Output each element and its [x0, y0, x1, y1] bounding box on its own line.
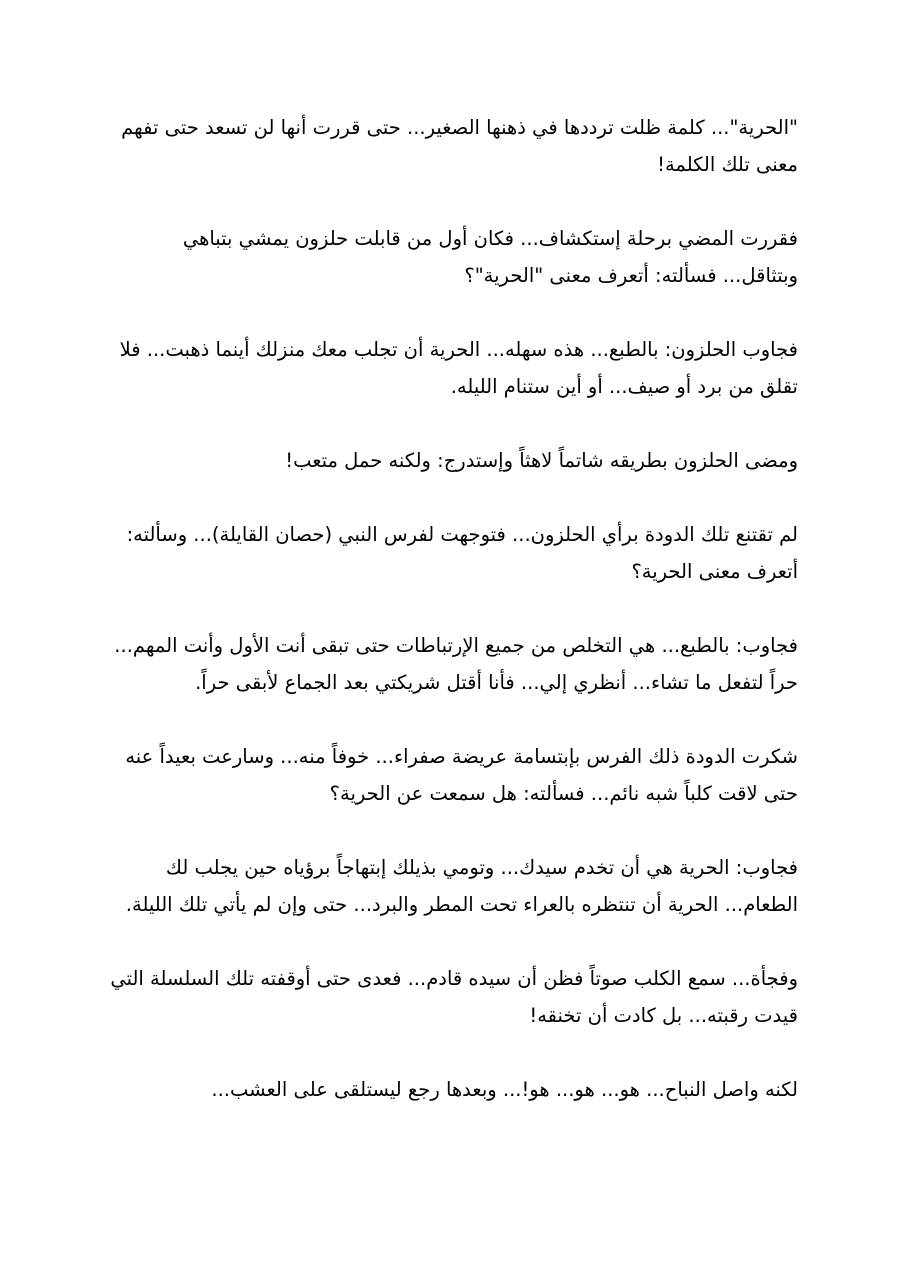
- paragraph-1: "الحرية"... كلمة ظلت ترددها في ذهنها الصغير... حتى قررت أنها لن تسعد حتى تفهم معنى تلك الكلمة!: [121, 116, 798, 176]
- paragraph-7: شكرت الدودة ذلك الفرس بإبتسامة عريضة صفراء... خوفاً منه... وسارعت بعيداً عنه حتى لاقت كلباً شبه نائم... فسألته: هل سمعت عن الحرية؟: [125, 745, 798, 805]
- paragraph-5: لم تقتنع تلك الدودة برأي الحلزون... فتوجهت لفرس النبي (حصان القايلة)... وسألته: أتعرف معنى الحرية؟: [126, 523, 798, 583]
- paragraph-8: فجاوب: الحرية هي أن تخدم سيدك... وتومي بذيلك إبتهاجاً برؤياه حين يجلب لك الطعام... الحرية أن تنتظره بالعراء تحت المطر والبرد... حتى وإن لم يأتي تلك الليلة.: [125, 856, 798, 916]
- paragraph-9: وفجأة... سمع الكلب صوتاً فظن أن سيده قادم... فعدى حتى أوقفته تلك السلسلة التي قيدت رقبته... بل كادت أن تخنقه!: [110, 967, 798, 1027]
- paragraph-6: فجاوب: بالطبع... هي التخلص من جميع الإرتباطات حتى تبقى أنت الأول وأنت المهم... حراً لتفعل ما تشاء... أنظري إلي... فأنا أقتل شريكتي بعد الجماع لأبقى حراً.: [114, 634, 798, 694]
- paragraph-2: فقررت المضي برحلة إستكشاف... فكان أول من قابلت حلزون يمشي بتباهي وبتثاقل... فسألته: أتعرف معنى "الحرية"؟: [182, 227, 798, 287]
- document-page: [108, 109, 798, 1145]
- paragraph-3: فجاوب الحلزون: بالطبع... هذه سهله... الحرية أن تجلب معك منزلك أينما ذهبت... فلا تقلق من برد أو صيف... أو أين ستنام الليله.: [119, 338, 798, 398]
- paragraph-4: ومضى الحلزون بطريقه شاتماً لاهثاً وإستدرج: ولكنه حمل متعب!: [285, 449, 798, 472]
- paragraph-10: لكنه واصل النباح... هو... هو... هو!... وبعدها رجع ليستلقى على العشب...: [211, 1078, 798, 1101]
